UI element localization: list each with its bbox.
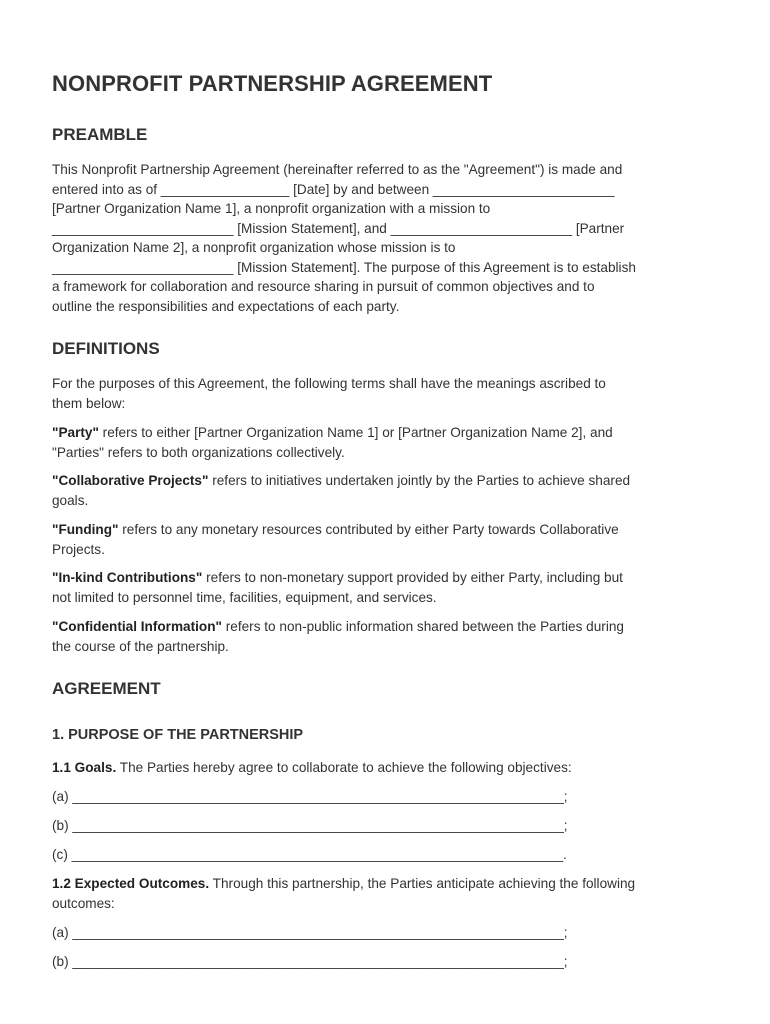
preamble-line: [Partner Organization Name 1], a nonprofit organization with a mission to [52,201,491,216]
preamble-line: a framework for collaboration and resource sharing in pursuit of common objectives and to [52,279,595,294]
outcome-blank-a: (a) _________________________________________________________________; [52,925,568,940]
definition-in-kind-contributions [52,568,623,607]
clause-label: 1.1 Goals. [52,760,117,775]
definition-collaborative-projects [52,471,630,510]
definition-text: goals. [52,492,89,508]
definition-text: refers to non-public information shared between the Parties during [221,619,624,634]
outcome-blank-b: (b) _________________________________________________________________; [52,954,568,969]
definition-text: refers to initiatives undertaken jointly by the Parties to achieve shared [208,473,631,488]
preamble-line: outline the responsibilities and expectations of each party. [52,298,400,314]
preamble-heading: PREAMBLE [52,125,148,144]
definition-text: the course of the partnership. [52,638,229,654]
definitions-intro [52,374,606,413]
definition-term: "In-kind Contributions" [52,570,203,585]
definition-confidential-information [52,617,624,656]
definitions-intro-line: For the purposes of this Agreement, the following terms shall have the meanings ascribed to [52,376,606,391]
preamble-line: entered into as of _________________ [Date] by and between ________________________ [52,181,615,197]
definition-party [52,423,613,462]
preamble-paragraph [52,160,636,316]
goal-blank-b: (b) _________________________________________________________________; [52,818,568,833]
clause-text: outcomes: [52,895,115,911]
preamble-line: Organization Name 2], a nonprofit organization whose mission is to [52,240,456,255]
definitions-heading: DEFINITIONS [52,339,160,358]
goals-clause [52,758,572,778]
section-1-heading: 1. PURPOSE OF THE PARTNERSHIP [52,727,304,743]
definition-term: "Party" [52,425,99,440]
preamble-line: ________________________ [Mission Statement], and ________________________ [Partner [52,220,625,236]
definition-term: "Collaborative Projects" [52,473,209,488]
definition-text: refers to non-monetary support provided by either Party, including but [202,570,623,585]
preamble-line: This Nonprofit Partnership Agreement (hereinafter referred to as the "Agreement") is made and [52,162,623,177]
clause-label: 1.2 Expected Outcomes. [52,876,210,891]
definition-text: refers to any monetary resources contributed by either Party towards Collaborative [118,522,619,537]
definition-term: "Confidential Information" [52,619,222,634]
definition-text: refers to either [Partner Organization Name 1] or [Partner Organization Name 2], and [98,425,613,440]
agreement-heading: AGREEMENT [52,679,161,698]
expected-outcomes-clause [52,874,635,913]
definitions-intro-line: them below: [52,395,126,411]
definition-text: Projects. [52,541,105,557]
goal-blank-a: (a) _________________________________________________________________; [52,789,568,804]
definition-text: "Parties" refers to both organizations collectively. [52,444,345,460]
definition-funding [52,520,619,559]
definition-text: not limited to personnel time, facilities, equipment, and services. [52,589,437,605]
clause-text: The Parties hereby agree to collaborate to achieve the following objectives: [116,760,572,775]
document-title: NONPROFIT PARTNERSHIP AGREEMENT [52,71,493,96]
definition-term: "Funding" [52,522,119,537]
clause-text: Through this partnership, the Parties anticipate achieving the following [209,876,636,891]
goal-blank-c: (c) _________________________________________________________________. [52,847,567,862]
preamble-line: ________________________ [Mission Statement]. The purpose of this Agreement is to establish [52,259,636,275]
